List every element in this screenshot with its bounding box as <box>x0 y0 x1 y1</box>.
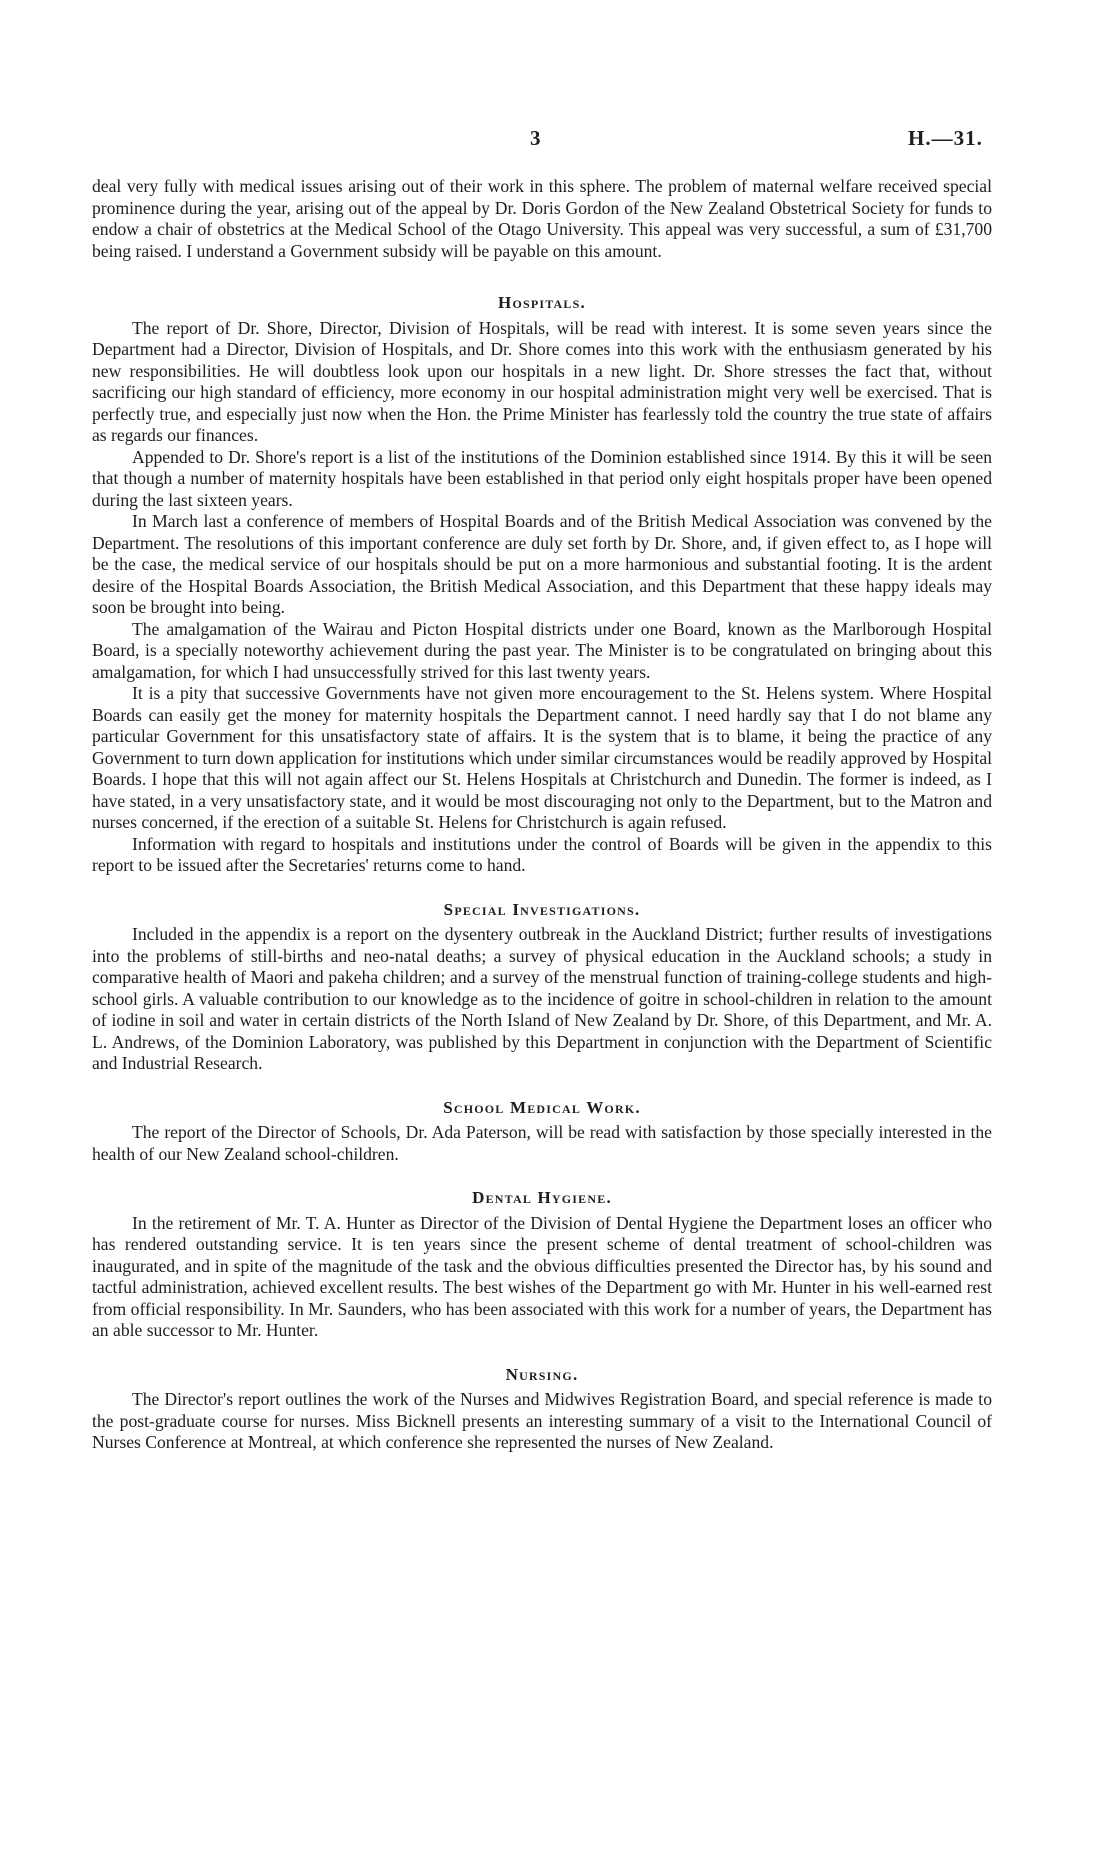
paragraph: The report of Dr. Shore, Director, Division of Hospitals, will be read with interest. It is some seven years since the Department had a Director, Division of Hospitals, and Dr. Shore comes into this work with the enthusiasm generated by his new responsibilities. He will doubtless look upon our hospitals in a new light. Dr. Shore stresses the fact that, without sacrificing our high standard of efficiency, more economy in our hospital administration might very well be exercised. That is perfectly true, and especially just now when the Hon. the Prime Minister has fearlessly told the country the true state of affairs as regards our finances. <box>92 317 992 445</box>
document-body <box>92 176 992 1454</box>
page-number: 3 <box>530 126 541 150</box>
section-heading: Special Investigations. <box>443 899 641 919</box>
section-school-medical-work <box>92 1097 992 1166</box>
paragraph: It is a pity that successive Governments have not given more encouragement to the St. Helens system. Where Hospital Boards can easily get the money for maternity hospitals the Department cannot. I need hardly say that I do not blame any particular Government for this unsatisfactory state of affairs. It is the system that is to blame, it being the practice of any Government to turn down application for institutions which under similar circumstances would be readily approved by Hospital Boards. I hope that this will not again affect our St. Helens Hospitals at Christchurch and Dunedin. The former is indeed, as I have stated, in a very unsatisfactory state, and it would be most discouraging not only to the Department, but to the Matron and nurses concerned, if the erection of a suitable St. Helens for Christchurch is again refused. <box>92 683 993 832</box>
section-heading: Nursing. <box>505 1364 579 1384</box>
section-heading: Hospitals. <box>498 293 586 312</box>
section-hospitals <box>92 292 992 877</box>
section-dental-hygiene <box>92 1187 992 1342</box>
document-reference: H.—31. <box>908 126 983 150</box>
section-nursing <box>92 1364 992 1454</box>
intro-paragraph: deal very fully with medical issues arising out of their work in this sphere. The problem of maternal welfare received special prominence during the year, arising out of the appeal by Dr. Doris Gordon of the New Zealand Obstetrical Society for funds to endow a chair of obstetrics at the Medical School of the Otago University. This appeal was very successful, a sum of £31,700 being raised. I understand a Government subsidy will be payable on this amount. <box>92 176 992 261</box>
paragraph: In the retirement of Mr. T. A. Hunter as Director of the Division of Dental Hygiene the Department loses an officer who has rendered outstanding service. It is ten years since the present scheme of dental treatment of school-children was inaugurated, and in spite of the magnitude of the task and the obvious difficulties presented the Director has, by his sound and tactful administration, achieved excellent results. The best wishes of the Department go with Mr. Hunter in his well-earned rest from official responsibility. In Mr. Saunders, who has been associated with this work for a number of years, the Department has an able successor to Mr. Hunter. <box>92 1212 992 1340</box>
section-special-investigations <box>92 899 992 1075</box>
paragraph: The amalgamation of the Wairau and Picton Hospital districts under one Board, known as the Marlborough Hospital Board, is a specially noteworthy achievement during the past year. The Minister is to be congratulated on bringing about this amalgamation, for which I had unsuccessfully strived for this last twenty years. <box>92 618 992 682</box>
paragraph: In March last a conference of members of Hospital Boards and of the British Medical Association was convened by the Department. The resolutions of this important conference are duly set forth by Dr. Shore, and, if given effect to, as I hope will be the case, the medical service of our hospitals should be put on a more harmonious and substantial footing. It is the ardent desire of the Hospital Boards Association, the British Medical Association, and this Department that these happy ideals may soon be brought into being. <box>92 511 992 617</box>
section-heading: Dental Hygiene. <box>472 1188 612 1207</box>
paragraph: Included in the appendix is a report on the dysentery outbreak in the Auckland District; further results of investigations into the problems of still-births and neo-natal deaths; a survey of physical education in the Auckland schools; a study in comparative health of Maori and pakeha children; and a survey of the menstrual function of training-college students and high-school girls. A valuable contribution to our knowledge as to the incidence of goitre in school-children in relation to the amount of iodine in soil and water in certain districts of the North Island of New Zealand by Dr. Shore, of this Department, and Mr. A. L. Andrews, of the Dominion Laboratory, was published by this Department in conjunction with the Department of Scientific and Industrial Research. <box>92 924 992 1073</box>
paragraph: The Director's report outlines the work of the Nurses and Midwives Registration Board, and special reference is made to the post-graduate course for nurses. Miss Bicknell presents an interesting summary of a visit to the International Council of Nurses Conference at Montreal, at which conference she represented the nurses of New Zealand. <box>92 1389 992 1452</box>
paragraph: Appended to Dr. Shore's report is a list of the institutions of the Dominion established since 1914. By this it will be seen that though a number of maternity hospitals have been established in that period only eight hospitals proper have been opened during the last sixteen years. <box>92 446 992 510</box>
paragraph: The report of the Director of Schools, Dr. Ada Paterson, will be read with satisfaction by those specially interested in the health of our New Zealand school-children. <box>92 1122 992 1164</box>
section-heading: School Medical Work. <box>443 1097 641 1117</box>
paragraph: Information with regard to hospitals and institutions under the control of Boards will be given in the appendix to this report to be issued after the Secretaries' returns come to hand. <box>92 833 992 875</box>
